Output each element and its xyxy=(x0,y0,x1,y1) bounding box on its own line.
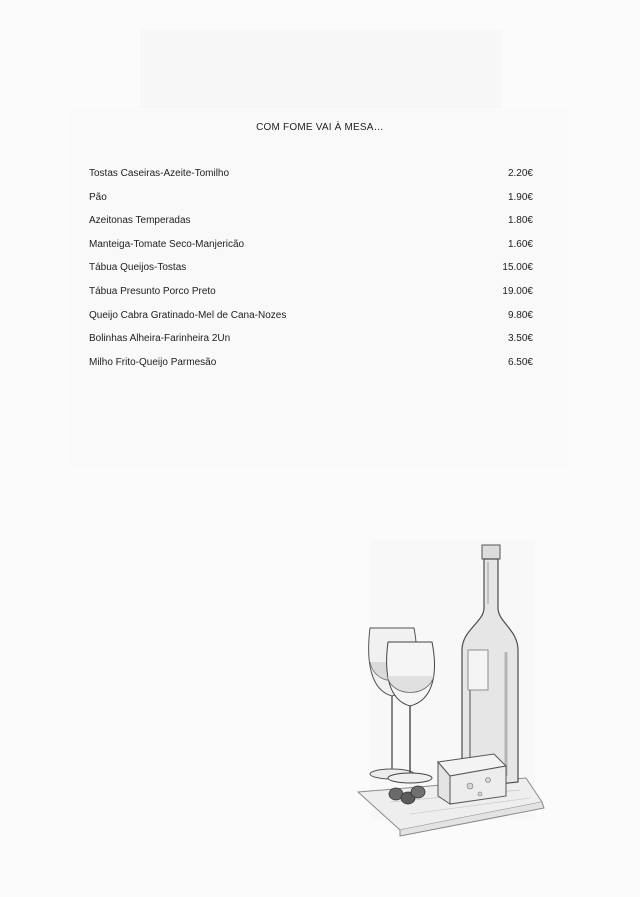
menu-item-price: 15.00€ xyxy=(502,262,533,274)
menu-item xyxy=(89,333,533,357)
menu-item-price: 1.80€ xyxy=(507,215,533,227)
menu-item-price: 3.50€ xyxy=(507,333,533,345)
menu-item xyxy=(89,286,533,310)
menu-item xyxy=(89,192,533,216)
wine-illustration-icon xyxy=(330,540,550,840)
menu-item xyxy=(89,215,533,239)
menu-item xyxy=(89,262,533,286)
menu-item-name: Tábua Presunto Porco Preto xyxy=(89,285,216,297)
menu-item-name: Milho Frito-Queijo Parmesão xyxy=(89,356,217,368)
menu-item-price: 1.90€ xyxy=(507,191,533,203)
menu-item-name: Tábua Queijos-Tostas xyxy=(89,262,187,274)
menu-item-price: 1.60€ xyxy=(507,238,533,250)
menu-item-name: Azeitonas Temperadas xyxy=(89,215,191,227)
menu-item-price: 2.20€ xyxy=(507,168,533,179)
header-panel xyxy=(140,30,502,108)
menu-item xyxy=(89,357,533,381)
menu-item-price: 19.00€ xyxy=(502,285,533,297)
menu-item-name: Bolinhas Alheira-Farinheira 2Un xyxy=(89,333,231,345)
menu-item-price: 9.80€ xyxy=(507,309,533,321)
menu-item-name: Manteiga-Tomate Seco-Manjericão xyxy=(89,238,245,250)
menu-list xyxy=(89,168,533,380)
menu-item-price: 6.50€ xyxy=(507,356,533,368)
menu-item-name: Queijo Cabra Gratinado-Mel de Cana-Nozes xyxy=(89,309,287,321)
cheese-block xyxy=(438,754,506,804)
menu-item xyxy=(89,310,533,334)
menu-item xyxy=(89,168,533,192)
menu-title: COM FOME VAI À MESA… xyxy=(256,122,384,133)
menu-item-name: Pão xyxy=(89,191,107,203)
menu-item xyxy=(89,239,533,263)
menu-item-name: Tostas Caseiras-Azeite-Tomilho xyxy=(89,168,230,179)
